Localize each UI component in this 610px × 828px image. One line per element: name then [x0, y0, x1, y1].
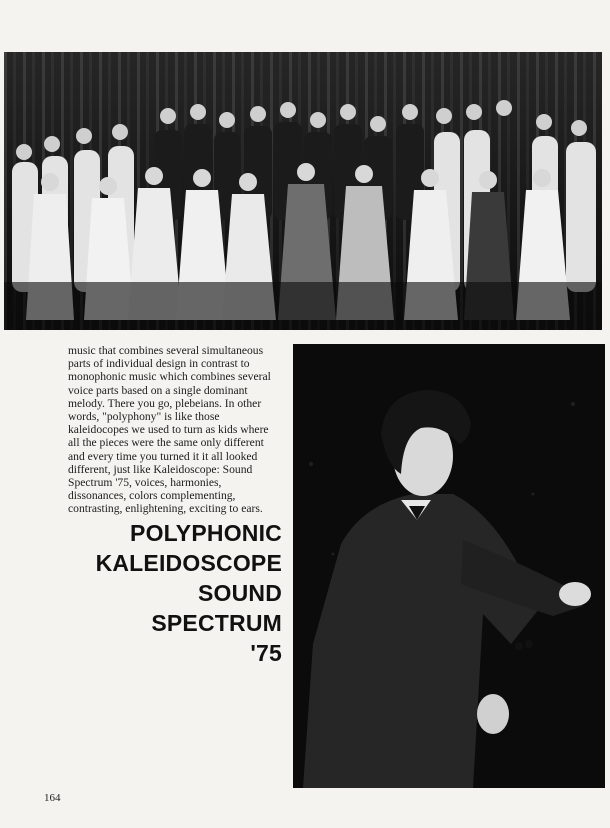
headline-line-2: KALEIDOSCOPE: [95, 550, 282, 576]
headline-line-1: POLYPHONIC: [130, 520, 282, 546]
conductor-illustration: [293, 344, 605, 788]
choir-members-illustration: [4, 52, 602, 330]
page-headline: [90, 518, 282, 668]
choir-group-photo: [4, 52, 602, 330]
body-text: music that combines several simultaneous parts of individual design in contrast to monophonic music which combines several voice parts based on a single dominant melody. There you go, plebeians. In other words, "polyphony" is like those kaleidocopes we used to turn as kids where all the pieces were the same only different and every time you turned it it all looked different, just like Kaleidoscope: Sound Spectrum '75, voices, harmonies, dissonances, colors complementing, contrasting, enlightening, exciting to ears.: [68, 344, 271, 516]
headline-line-3: SOUND: [197, 580, 282, 606]
headline-line-5: '75: [250, 640, 282, 666]
conductor-photo: [293, 344, 605, 788]
page-number: 164: [44, 792, 61, 804]
headline-line-4: SPECTRUM: [151, 610, 282, 636]
